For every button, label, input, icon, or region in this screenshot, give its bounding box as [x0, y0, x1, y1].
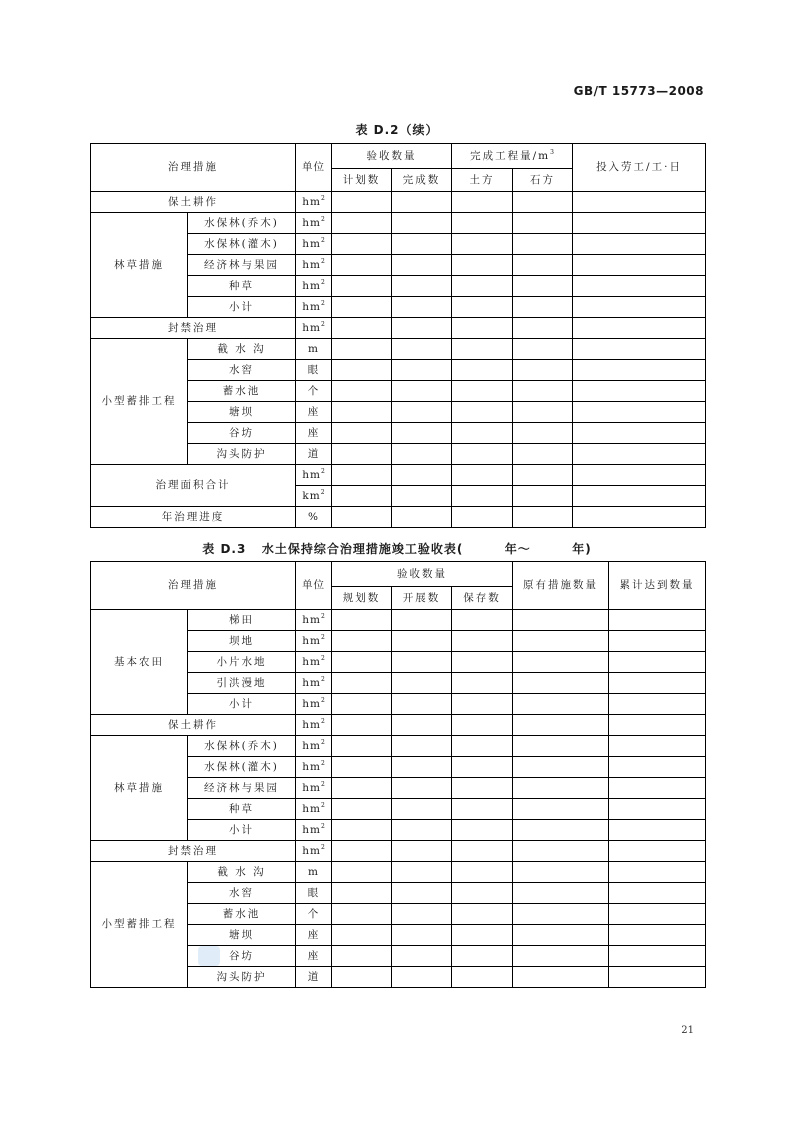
row-unit: $hm^2$ [296, 318, 332, 339]
row-label: 水窖 [188, 360, 296, 381]
row-unit: m [296, 862, 332, 883]
row-label: 谷坊 [188, 946, 296, 967]
row-unit: m [296, 339, 332, 360]
row-label: 蓄水池 [188, 904, 296, 925]
row-unit: $hm^2$ [296, 631, 332, 652]
row-label: 小计 [188, 694, 296, 715]
header-developed: 开展数 [392, 587, 452, 610]
table-d3-caption: 表 D.3 水土保持综合治理措施竣工验收表( 年～ 年) [202, 542, 592, 556]
row-label: 谷坊 [188, 423, 296, 444]
row-label: 塘坝 [188, 402, 296, 423]
row-label: 沟头防护 [188, 967, 296, 988]
table-row [91, 192, 706, 213]
row-label: 水保林(乔木) [188, 736, 296, 757]
table-row [91, 610, 706, 631]
row-unit: 座 [296, 423, 332, 444]
row-label: 封禁治理 [91, 841, 296, 862]
row-unit: $hm^2$ [296, 799, 332, 820]
row-label: 保土耕作 [91, 715, 296, 736]
row-label: 蓄水池 [188, 381, 296, 402]
row-unit: 座 [296, 925, 332, 946]
table-d2-caption: 表 D.2（续） [355, 123, 439, 137]
row-unit: $hm^2$ [296, 841, 332, 862]
row-unit: $hm^2$ [296, 694, 332, 715]
standard-code: GB/T 15773—2008 [573, 84, 704, 98]
header-stone: 石方 [513, 169, 573, 192]
row-unit: $hm^2$ [296, 673, 332, 694]
row-unit: $hm^2$ [296, 652, 332, 673]
row-unit: $hm^2$ [296, 757, 332, 778]
row-label: 年治理进度 [91, 507, 296, 528]
row-label: 沟头防护 [188, 444, 296, 465]
row-label: 梯田 [188, 610, 296, 631]
table-d2 [90, 143, 706, 528]
header-measure: 治理措施 [91, 562, 296, 610]
row-unit: 眼 [296, 360, 332, 381]
row-label: 引洪漫地 [188, 673, 296, 694]
row-label: 坝地 [188, 631, 296, 652]
header-earth: 土方 [452, 169, 513, 192]
watermark-icon [198, 946, 220, 966]
table-row [91, 841, 706, 862]
group-label: 小型蓄排工程 [91, 339, 188, 465]
table-row [91, 318, 706, 339]
row-unit: $hm^2$ [296, 234, 332, 255]
row-label: 小计 [188, 297, 296, 318]
row-unit: $hm^2$ [296, 715, 332, 736]
row-label: 水窖 [188, 883, 296, 904]
row-unit: $hm^2$ [296, 255, 332, 276]
row-unit: 座 [296, 402, 332, 423]
row-label: 水保林(乔木) [188, 213, 296, 234]
header-completed: 完成数 [392, 169, 452, 192]
row-unit: 个 [296, 381, 332, 402]
row-label: 水保林(灌木) [188, 757, 296, 778]
table-row [91, 507, 706, 528]
row-label: 水保林(灌木) [188, 234, 296, 255]
row-label: 保土耕作 [91, 192, 296, 213]
row-label: 小片水地 [188, 652, 296, 673]
header-accept-qty: 验收数量 [332, 562, 513, 587]
group-label: 林草措施 [91, 213, 188, 318]
row-unit: $hm^2$ [296, 465, 332, 486]
table-row [91, 213, 706, 234]
row-unit: $hm^2$ [296, 778, 332, 799]
page-number: 21 [681, 1025, 694, 1036]
header-work-qty: 完成工程量$/m^3$ [452, 144, 573, 169]
row-label: 小计 [188, 820, 296, 841]
row-label: 种草 [188, 276, 296, 297]
header-planned: 规划数 [332, 587, 392, 610]
row-label: 种草 [188, 799, 296, 820]
header-accept-qty: 验收数量 [332, 144, 452, 169]
table-row [91, 862, 706, 883]
row-unit: 道 [296, 444, 332, 465]
header-preserved: 保存数 [452, 587, 513, 610]
table-row [91, 715, 706, 736]
group-label: 小型蓄排工程 [91, 862, 188, 988]
row-label: 治理面积合计 [91, 465, 296, 507]
header-original: 原有措施数量 [513, 562, 609, 610]
row-unit: $hm^2$ [296, 736, 332, 757]
group-label: 林草措施 [91, 736, 188, 841]
row-unit: % [296, 507, 332, 528]
header-labor: 投入劳工/工·日 [573, 144, 706, 192]
row-unit: $hm^2$ [296, 213, 332, 234]
row-label: 封禁治理 [91, 318, 296, 339]
row-label: 经济林与果园 [188, 778, 296, 799]
header-measure: 治理措施 [91, 144, 296, 192]
table-row [91, 339, 706, 360]
row-label: 截 水 沟 [188, 862, 296, 883]
row-unit: $hm^2$ [296, 297, 332, 318]
table-row [91, 736, 706, 757]
table-row [91, 465, 706, 486]
row-label: 截 水 沟 [188, 339, 296, 360]
row-unit: $hm^2$ [296, 276, 332, 297]
row-unit: $hm^2$ [296, 192, 332, 213]
row-unit: $hm^2$ [296, 820, 332, 841]
header-unit: 单位 [296, 562, 332, 610]
row-unit: $km^2$ [296, 486, 332, 507]
header-cumulative: 累计达到数量 [609, 562, 706, 610]
header-unit: 单位 [296, 144, 332, 192]
row-label: 塘坝 [188, 925, 296, 946]
group-label: 基本农田 [91, 610, 188, 715]
row-unit: $hm^2$ [296, 610, 332, 631]
row-label: 经济林与果园 [188, 255, 296, 276]
row-unit: 道 [296, 967, 332, 988]
row-unit: 座 [296, 946, 332, 967]
row-unit: 个 [296, 904, 332, 925]
row-unit: 眼 [296, 883, 332, 904]
header-planned: 计划数 [332, 169, 392, 192]
table-d3 [90, 561, 706, 988]
